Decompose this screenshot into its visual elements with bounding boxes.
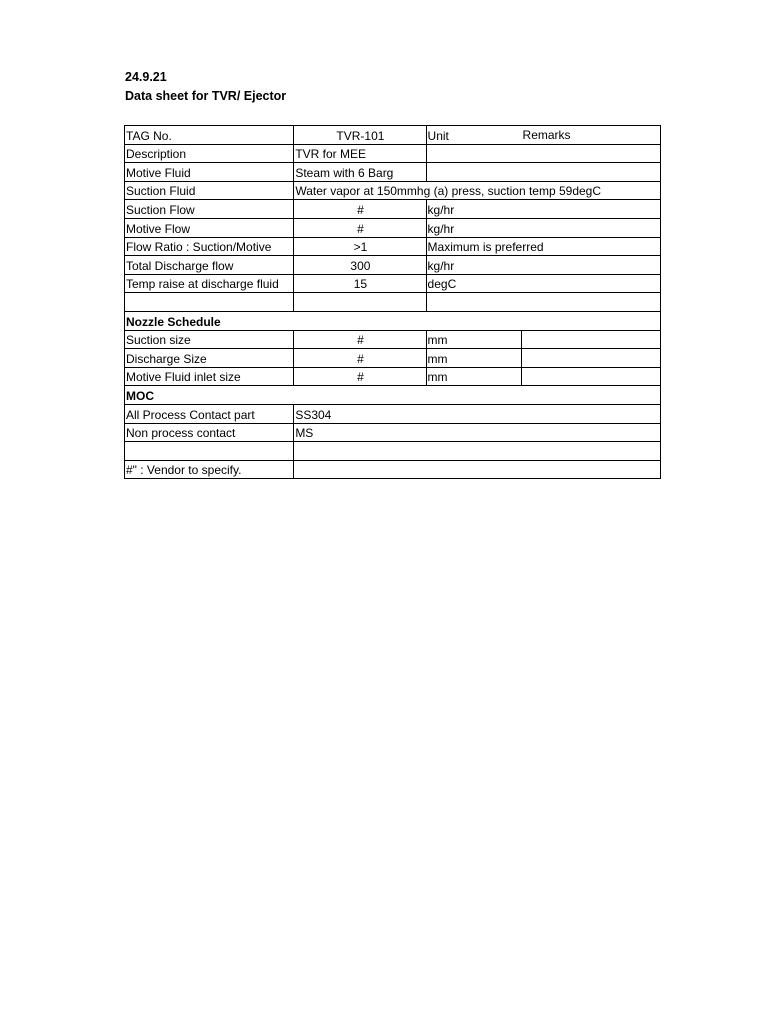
row-value: SS304 [294,404,661,423]
footnote-row [125,460,661,479]
row-unit: kg/hr [426,200,660,219]
row-label: Description [125,144,294,163]
row-label: Flow Ratio : Suction/Motive [125,237,294,256]
row-label: Suction Fluid [125,181,294,200]
table-row [125,237,661,256]
table-row [125,330,661,349]
unit-remarks-header [426,126,660,145]
row-value: Steam with 6 Barg [294,163,426,182]
row-unit: kg/hr [426,218,660,237]
table-row [125,274,661,293]
empty-row [125,293,661,312]
row-label: Motive Fluid [125,163,294,182]
row-value: # [294,349,426,368]
row-value: # [294,367,426,386]
row-label: Temp raise at discharge fluid [125,274,294,293]
document-title: Data sheet for TVR/ Ejector [125,89,287,103]
table-header-row [125,126,661,145]
row-label: Total Discharge flow [125,256,294,275]
remarks-header: Remarks [522,127,571,142]
row-unit: kg/hr [426,256,660,275]
row-label: Non process contact [125,423,294,442]
moc-heading: MOC [125,386,661,405]
row-label: All Process Contact part [125,404,294,423]
row-unit: degC [426,274,660,293]
row-value: MS [294,423,661,442]
empty-row [125,442,661,461]
row-remarks [521,349,660,368]
table-row [125,423,661,442]
tag-value: TVR-101 [294,126,426,145]
row-label: Suction size [125,330,294,349]
row-value: # [294,218,426,237]
nozzle-schedule-heading: Nozzle Schedule [125,311,661,330]
row-value: 15 [294,274,426,293]
unit-header: Unit [427,128,449,143]
table-row [125,181,661,200]
row-unit [426,144,660,163]
row-label: Motive Flow [125,218,294,237]
row-unit [426,163,660,182]
table-row [125,349,661,368]
document-date: 24.9.21 [125,70,167,84]
table-row [125,144,661,163]
row-value: # [294,330,426,349]
row-unit: mm [426,349,521,368]
row-value: 300 [294,256,426,275]
row-label: Motive Fluid inlet size [125,367,294,386]
table-row [125,367,661,386]
data-sheet-table [124,125,661,479]
row-value: # [294,200,426,219]
tag-label: TAG No. [125,126,294,145]
row-remarks [521,367,660,386]
section-heading-row [125,386,661,405]
row-value: TVR for MEE [294,144,426,163]
row-value: Water vapor at 150mmhg (a) press, suction temp 59degC [294,181,426,200]
footnote: #" : Vendor to specify. [125,460,294,479]
row-unit: mm [426,367,521,386]
row-remarks [521,330,660,349]
table-row [125,256,661,275]
row-unit: mm [426,330,521,349]
row-label: Discharge Size [125,349,294,368]
row-value: >1 [294,237,426,256]
table-row [125,200,661,219]
table-row [125,218,661,237]
table-row [125,163,661,182]
row-label: Suction Flow [125,200,294,219]
table-row [125,404,661,423]
section-heading-row [125,311,661,330]
row-unit: Maximum is preferred [426,237,660,256]
